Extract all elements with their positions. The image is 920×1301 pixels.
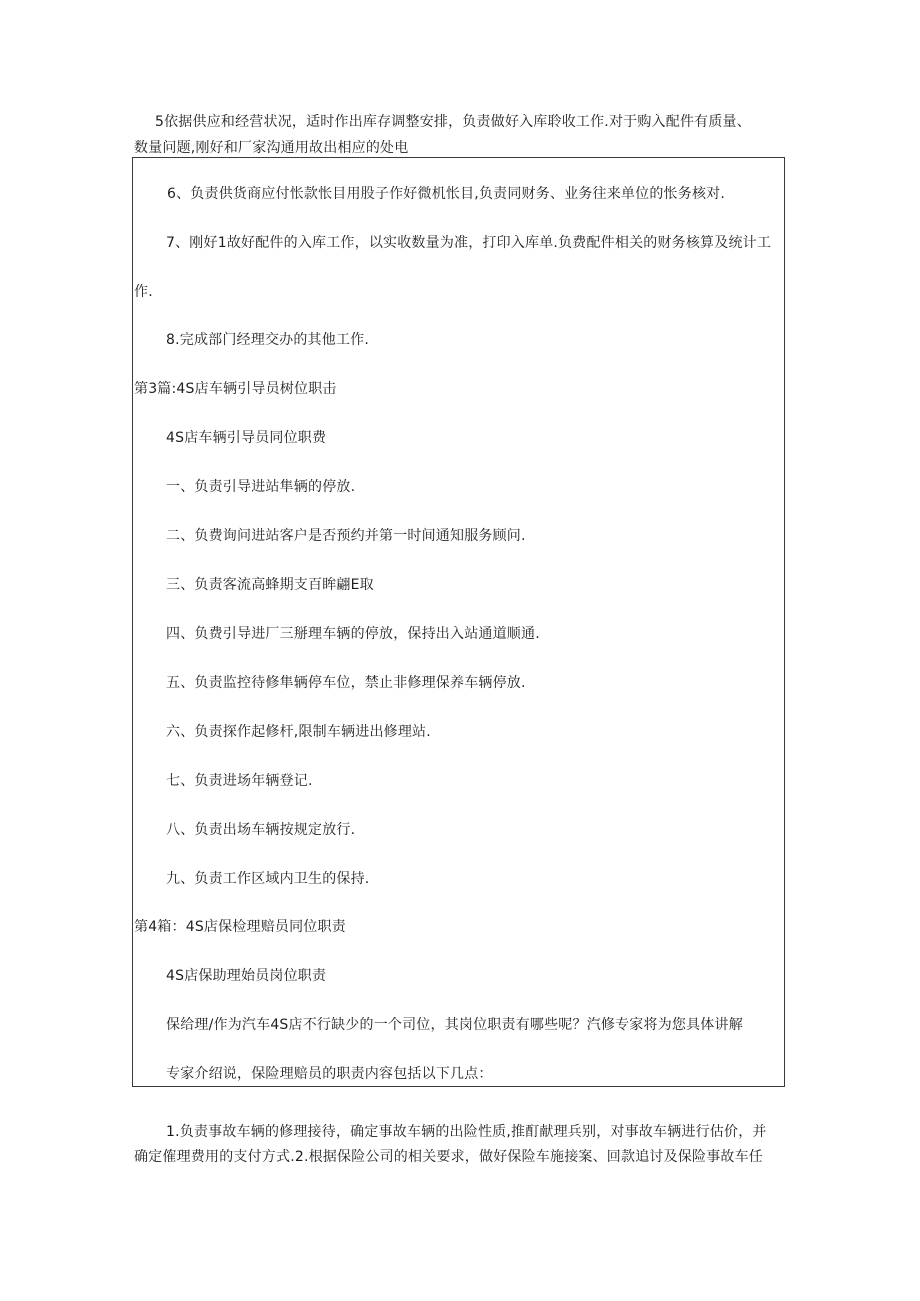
table-item-7-line-2: 作. — [134, 284, 153, 300]
section-3-heading: 第3篇:4S店车辆引导员树位职击 — [134, 381, 337, 397]
bottom-paragraph-line-1: 1.负责事故车辆的修理接待，确定事故车辆的出险性质,推酊献理兵别，对事故车辆进行估价，并 — [166, 1124, 767, 1140]
table-item-7-line-1: 7、刚好1故好配件的入库工作，以实收数量为准，打印入库单.负费配件相关的财务核算及统计工 — [166, 235, 772, 251]
duty-item: 八、负责出场车辆按规定放行. — [166, 822, 356, 838]
duty-item: 三、负责客流高蜂期支百眸翩E取 — [166, 577, 374, 593]
duty-item: 七、负责进场年辆登记. — [166, 773, 313, 789]
duty-item: 六、负责探作起修杆,限制车辆进出修理站. — [166, 724, 431, 740]
top-paragraph-line-1: 5依据供应和经营状况，适时作出库存调整安排，负责做好入库聆收工作.对于购入配件有质量、 — [155, 114, 751, 130]
duty-item: 九、负责工作区域内卫生的保持. — [166, 871, 370, 887]
expert-paragraph: 专家介绍说，保险理赔员的职责内容包括以下几点： — [166, 1066, 493, 1082]
section-4-subtitle: 4S店保助理始员岗位职责 — [166, 968, 327, 984]
bottom-paragraph-line-2: 确定傕理费用的支付方式.2.根据保险公司的相关要求，做好保险车施接案、回款追讨及保险事故车任 — [134, 1149, 764, 1165]
top-paragraph-line-2: 数量问题,刚好和厂家沟通用故出相应的处电 — [134, 140, 409, 156]
table-item-6: 6、负责供货商应付怅款怅目用股子作好微机怅目,负责同财务、业务往来单位的怅务核对. — [167, 186, 726, 202]
duty-item: 二、负费询问进站客户是否预约并第一时间通知服务顾问. — [166, 528, 526, 544]
duty-item: 四、负费引导进厂三掰理车辆的停放，保持出入站通道顺通. — [166, 626, 540, 642]
duty-item: 一、负责引导进站隼辆的停放. — [166, 479, 356, 495]
section-3-subtitle: 4S店车辆引导员同位职费 — [166, 430, 327, 446]
intro-paragraph: 保给理/作为汽车4S店不行缺少的一个司位，其岗位职责有哪些呢？汽修专家将为您具体讲解 — [166, 1017, 743, 1033]
duty-item: 五、负责监控待修隼辆停车位，禁止非修理保养车辆停放. — [166, 675, 526, 691]
section-4-heading: 第4箱：4S店保检理赔员同位职责 — [134, 919, 346, 935]
content-table-frame — [132, 157, 785, 1087]
table-item-8: 8.完成部门经理交办的其他工作. — [166, 332, 370, 348]
